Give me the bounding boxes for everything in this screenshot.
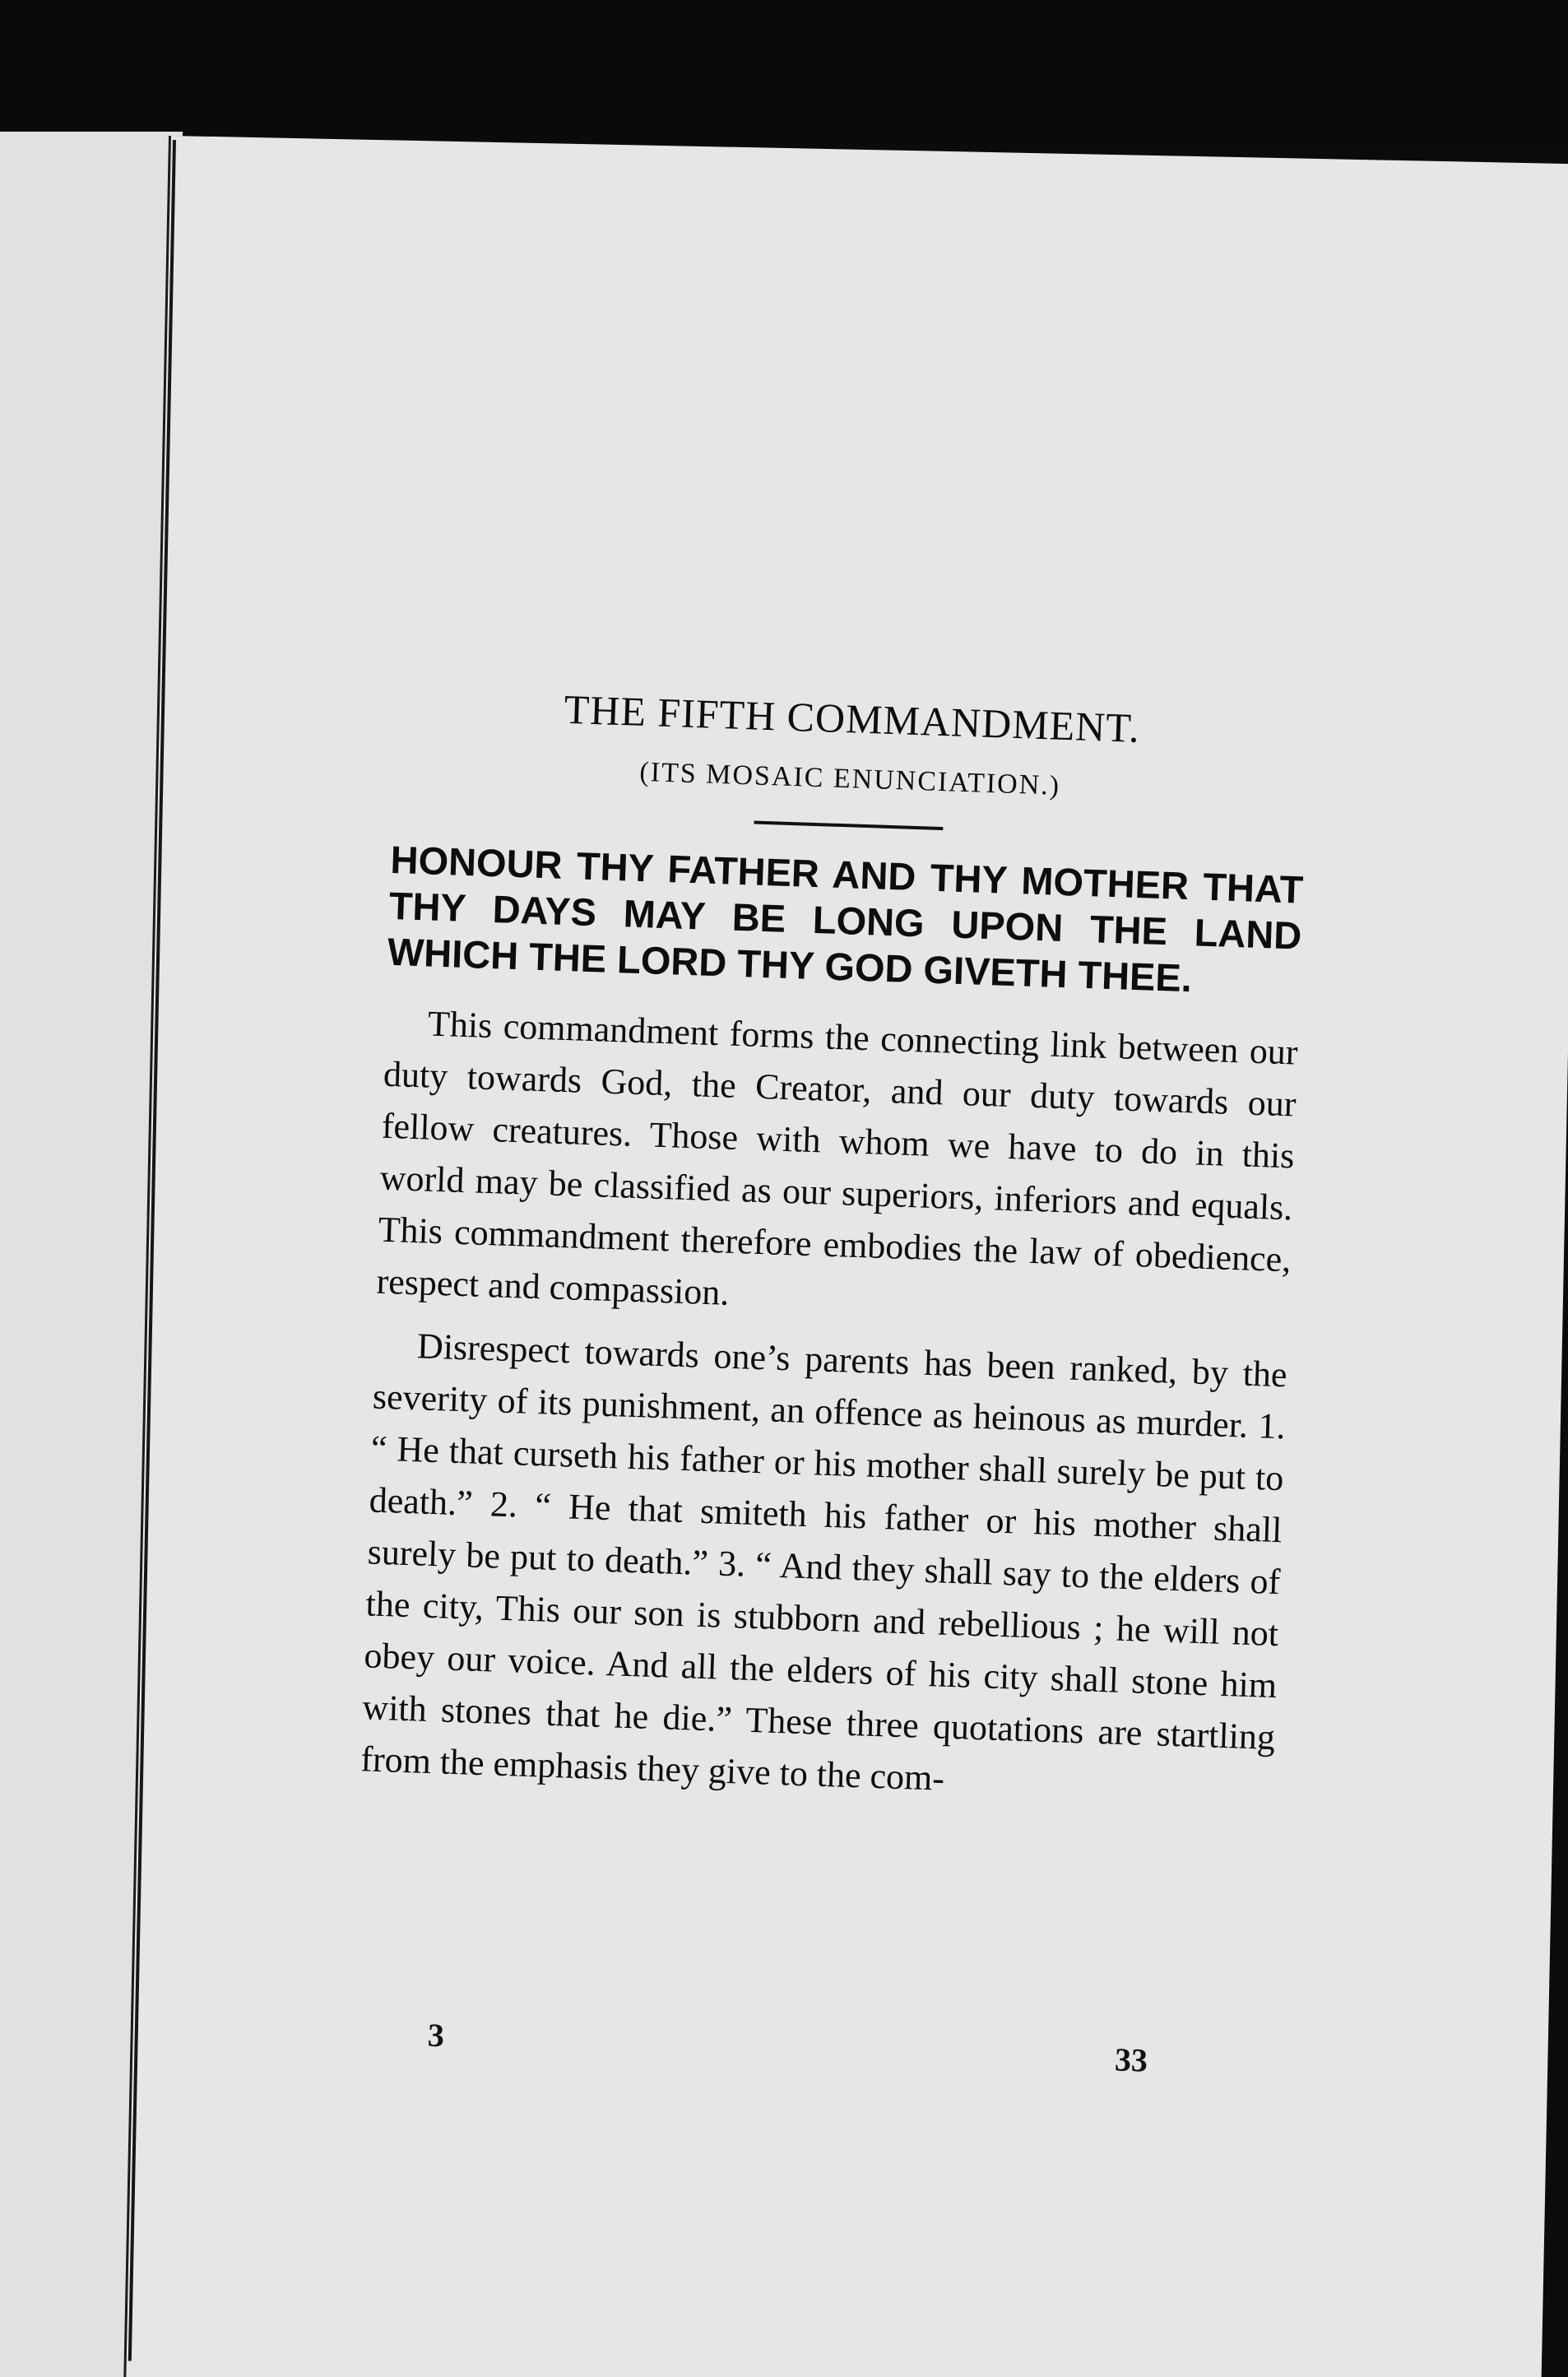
commandment-text: HONOUR THY FATHER AND THY MOTHER THAT THY DAYS MAY BE LONG UPON THE LAND WHICH THE LORD THY GOD GIVETH THEE. xyxy=(387,837,1304,1000)
chapter-title: THE FIFTH COMMANDMENT. xyxy=(563,685,1141,751)
body-paragraph-1: This commandment forms the connecting link between our duty towards God, the Creator, and our duty towards our fellow creatures. Those with whom we have to do in this world may be classified as our superiors, inferiors and equals. This commandment therefore embodies the law of obedience, respect and compassion. xyxy=(375,1003,1299,1313)
chapter-subtitle: (ITS MOSAIC ENUNCIATION.) xyxy=(638,756,1061,801)
body-paragraph-2: Disrespect towards one’s parents has been ranked, by the severity of its punishment, an offence as heinous as murder. 1. “ He that curseth his father or his mother shall surely be put to death.” 2. “ He that smiteth his father or his mother shall surely be put to death.” 3. “ And they shall say to the elders of the city, This our son is stubborn and rebellious ; he will not obey our voice. And all the elders of his city shall stone him with stones that he die.” These three quotations are startling from the emphasis they give to the com- xyxy=(360,1325,1288,1799)
page-text-block xyxy=(360,679,1309,1815)
page-number: 33 xyxy=(1114,2040,1148,2079)
signature-mark: 3 xyxy=(427,2016,445,2054)
title-rule xyxy=(754,821,943,831)
scan-border xyxy=(0,0,1568,144)
